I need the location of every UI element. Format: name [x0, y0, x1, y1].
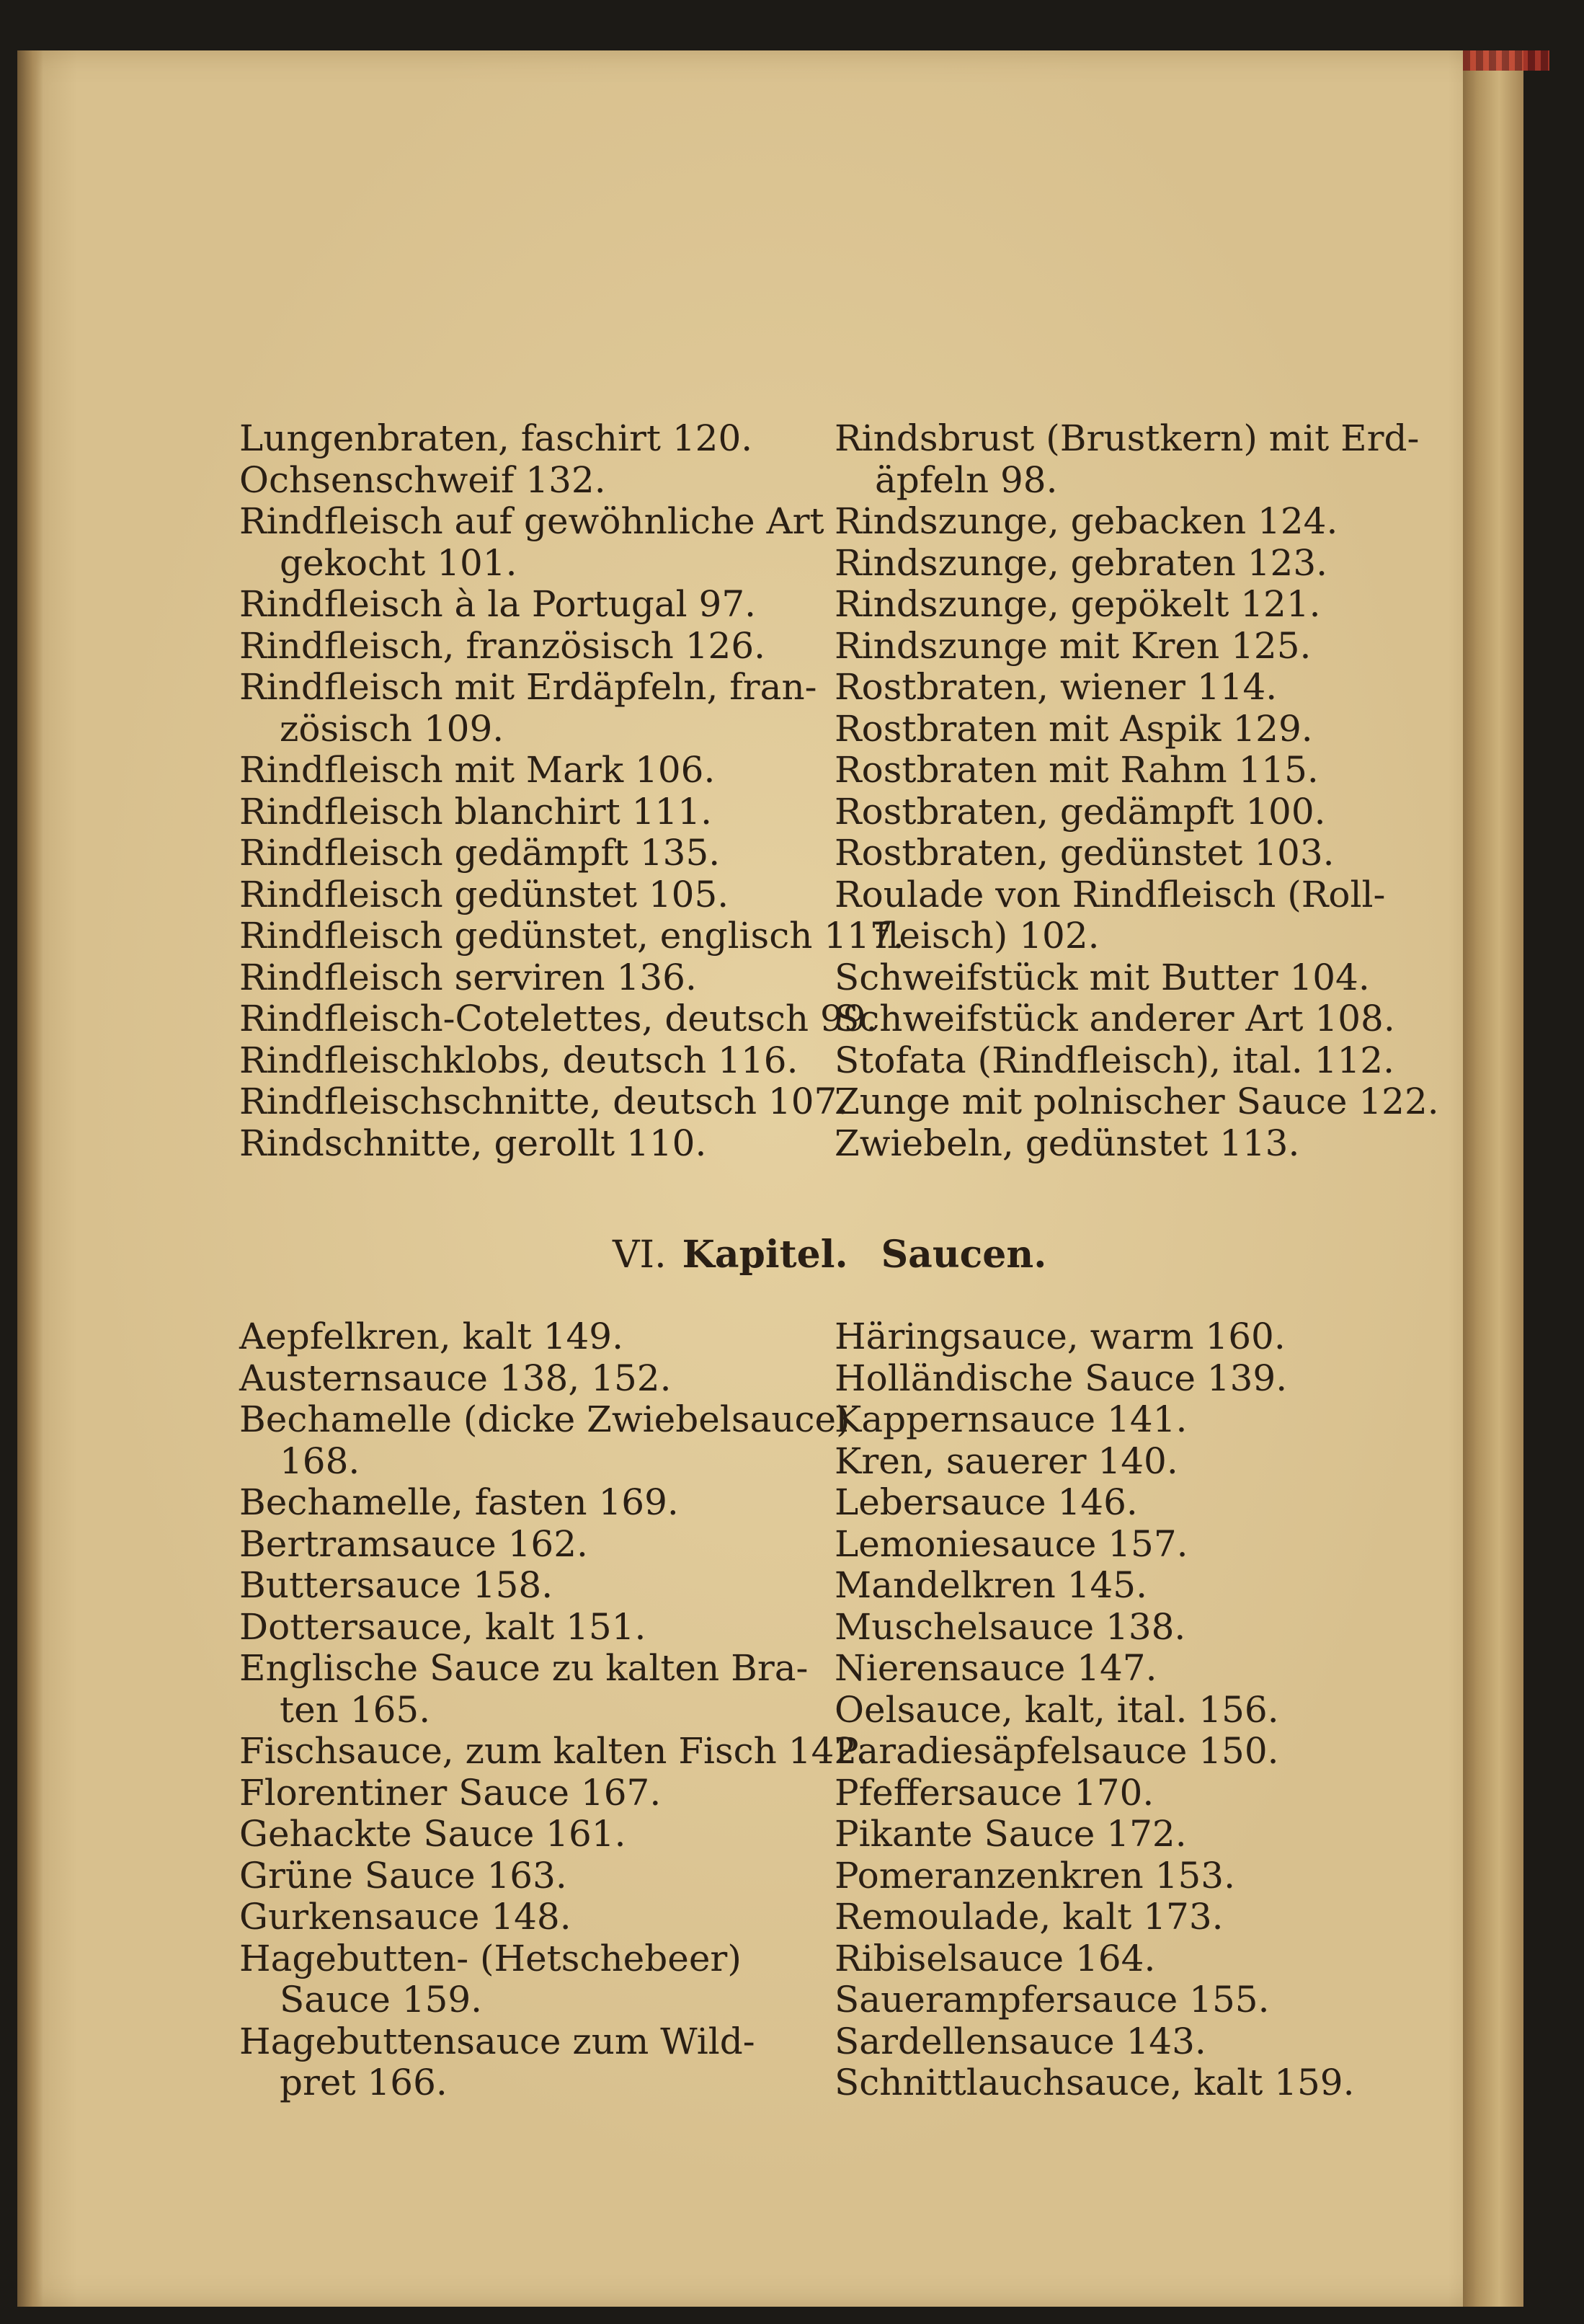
index-column-top-left [239, 418, 904, 1164]
index-entry-continuation: pret 166. [280, 2062, 448, 2103]
index-column-top-right [835, 418, 1439, 1164]
index-entry: Stofata (Rindfleisch), ital. 112. [835, 1039, 1395, 1081]
index-entry: Pikante Sauce 172. [835, 1813, 1187, 1855]
book-edge-decoration [1463, 50, 1549, 71]
index-entry: Muschelsauce 138. [835, 1605, 1186, 1648]
index-entry: Zwiebeln, gedünstet 113. [835, 1122, 1300, 1164]
index-entry: Rindszunge, gebacken 124. [835, 500, 1338, 542]
index-entry: Rindfleisch serviren 136. [239, 956, 697, 998]
index-entry: Pomeranzenkren 153. [835, 1854, 1235, 1897]
index-entry: Rindfleisch-Cotelettes, deutsch 99. [239, 998, 878, 1039]
index-entry: Grüne Sauce 163. [239, 1854, 567, 1897]
index-entry: Roulade von Rindfleisch (Roll- [835, 873, 1386, 915]
index-entry: Florentiner Sauce 167. [239, 1771, 662, 1814]
index-entry: Oelsauce, kalt, ital. 156. [835, 1688, 1279, 1731]
index-entry: Rindfleisch à la Portugal 97. [239, 583, 757, 625]
index-column-bottom-left [239, 1316, 868, 2104]
index-entry: Ribiselsauce 164. [835, 1937, 1156, 1979]
index-entry: Rindfleisch, französisch 126. [239, 624, 766, 667]
chapter-label: Kapitel. [682, 1233, 848, 1277]
index-entry: Schweifstück anderer Art 108. [835, 998, 1395, 1039]
index-entry: Schnittlauchsauce, kalt 159. [835, 2062, 1355, 2103]
index-entry: Hagebuttensauce zum Wild- [239, 2020, 755, 2062]
index-entry: Rindfleisch mit Mark 106. [239, 749, 716, 791]
index-entry: Rindszunge, gebraten 123. [835, 541, 1328, 584]
index-entry: Lebersauce 146. [835, 1481, 1138, 1523]
index-entry: Rindsbrust (Brustkern) mit Erd- [835, 417, 1420, 459]
index-entry: Englische Sauce zu kalten Bra- [239, 1647, 809, 1689]
index-entry: Bertramsauce 162. [239, 1522, 588, 1565]
index-entry-continuation: gekocht 101. [280, 541, 517, 584]
index-entry: Buttersauce 158. [239, 1564, 553, 1606]
index-entry-continuation: Sauce 159. [280, 1979, 483, 2021]
index-entry: Rostbraten, wiener 114. [835, 666, 1278, 708]
index-entry: Kappernsauce 141. [835, 1398, 1188, 1440]
index-entry-continuation: äpfeln 98. [875, 458, 1058, 501]
page-gutter-shadow [17, 50, 43, 2307]
index-entry: Paradiesäpfelsauce 150. [835, 1730, 1279, 1772]
chapter-number: VI. [613, 1233, 667, 1277]
index-entry: Gurkensauce 148. [239, 1896, 571, 1938]
index-entry: Rostbraten, gedämpft 100. [835, 790, 1326, 833]
page-fore-edge [1463, 50, 1523, 2307]
index-entry: Rostbraten mit Rahm 115. [835, 749, 1319, 791]
index-entry-continuation: ten 165. [280, 1688, 431, 1731]
index-entry: Ochsenschweif 132. [239, 458, 606, 501]
index-entry: Rindfleisch gedünstet, englisch 117. [239, 915, 904, 957]
index-entry: Rindfleisch mit Erdäpfeln, fran- [239, 666, 817, 708]
index-entry: Fischsauce, zum kalten Fisch 142. [239, 1730, 869, 1772]
index-entry: Sauerampfersauce 155. [835, 1979, 1270, 2021]
index-entry: Sardellensauce 143. [835, 2020, 1206, 2062]
index-entry: Bechamelle (dicke Zwiebelsauce) [239, 1398, 850, 1440]
index-entry: Austernsauce 138, 152. [239, 1357, 672, 1399]
index-entry: Kren, sauerer 140. [835, 1440, 1178, 1482]
index-entry-continuation: zösisch 109. [280, 707, 504, 750]
index-entry: Rindfleisch blanchirt 111. [239, 790, 712, 833]
index-entry: Häringsauce, warm 160. [835, 1316, 1286, 1357]
index-entry: Zunge mit polnischer Sauce 122. [835, 1081, 1439, 1122]
index-entry: Rindszunge mit Kren 125. [835, 624, 1312, 667]
index-entry: Holländische Sauce 139. [835, 1357, 1288, 1399]
index-entry: Lemoniesauce 157. [835, 1522, 1188, 1565]
index-entry: Rostbraten mit Aspik 129. [835, 707, 1313, 750]
index-entry: Schweifstück mit Butter 104. [835, 956, 1370, 998]
index-entry: Rindfleisch auf gewöhnliche Art [239, 500, 824, 542]
index-entry: Dottersauce, kalt 151. [239, 1605, 646, 1648]
chapter-heading [613, 1233, 1046, 1277]
index-entry: Pfeffersauce 170. [835, 1771, 1154, 1814]
index-entry: Rindfleischschnitte, deutsch 107. [239, 1081, 849, 1122]
index-entry: Rostbraten, gedünstet 103. [835, 832, 1335, 874]
index-entry: Rindfleischklobs, deutsch 116. [239, 1039, 798, 1081]
index-entry: Rindszunge, gepökelt 121. [835, 583, 1321, 625]
index-entry: Rindfleisch gedämpft 135. [239, 832, 721, 874]
index-column-bottom-right [835, 1316, 1355, 2104]
index-entry-continuation: fleisch) 102. [875, 915, 1100, 957]
index-entry: Rindfleisch gedünstet 105. [239, 873, 729, 915]
index-entry-continuation: 168. [280, 1440, 360, 1482]
index-entry: Mandelkren 145. [835, 1564, 1148, 1606]
index-entry: Lungenbraten, faschirt 120. [239, 417, 753, 459]
index-entry: Gehackte Sauce 161. [239, 1813, 626, 1855]
index-entry: Rindschnitte, gerollt 110. [239, 1122, 707, 1164]
index-entry: Remoulade, kalt 173. [835, 1896, 1224, 1938]
chapter-title: Saucen. [881, 1233, 1047, 1277]
index-entry: Nierensauce 147. [835, 1647, 1157, 1689]
index-entry: Hagebutten- (Hetschebeer) [239, 1937, 742, 1979]
index-entry: Bechamelle, fasten 169. [239, 1481, 679, 1523]
index-entry: Aepfelkren, kalt 149. [239, 1316, 623, 1357]
